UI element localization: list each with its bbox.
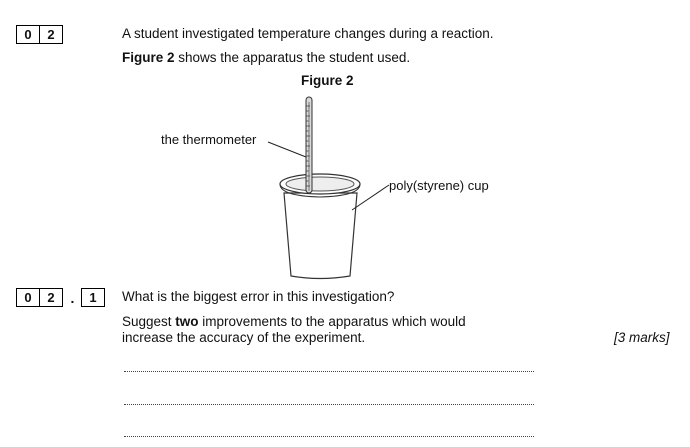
subquestion-digit: 0 bbox=[16, 288, 40, 307]
question-digit: 2 bbox=[39, 25, 63, 44]
cup-body bbox=[284, 193, 357, 279]
subquestion-digit: 1 bbox=[81, 288, 105, 307]
marks-label: [3 marks] bbox=[614, 330, 670, 345]
instruction-post: improvements to the apparatus which would bbox=[198, 314, 466, 329]
figure-title: Figure 2 bbox=[301, 73, 354, 88]
instruction-bold: two bbox=[175, 314, 199, 329]
figure-reference-bold: Figure 2 bbox=[122, 50, 175, 65]
answer-line[interactable] bbox=[124, 404, 534, 405]
question-digit: 0 bbox=[16, 25, 40, 44]
question-intro: A student investigated temperature changes during a reaction. bbox=[122, 26, 494, 41]
subquestion-digit: 2 bbox=[39, 288, 63, 307]
subquestion-number-box bbox=[16, 288, 105, 307]
instruction-pre: Suggest bbox=[122, 314, 176, 329]
answer-line[interactable] bbox=[124, 371, 534, 372]
subquestion-instruction-line2: increase the accuracy of the experiment. bbox=[122, 330, 366, 345]
thermometer-leader-line bbox=[268, 142, 306, 157]
cup-rim-inner bbox=[286, 177, 354, 191]
answer-line[interactable] bbox=[124, 436, 534, 437]
cup-label: poly(styrene) cup bbox=[389, 178, 489, 193]
subquestion-separator: . bbox=[70, 289, 75, 306]
thermometer-label: the thermometer bbox=[161, 132, 257, 147]
subquestion-instruction bbox=[122, 313, 466, 330]
subquestion-text: What is the biggest error in this investigation? bbox=[122, 289, 395, 304]
figure-reference-rest: shows the apparatus the student used. bbox=[174, 50, 411, 65]
